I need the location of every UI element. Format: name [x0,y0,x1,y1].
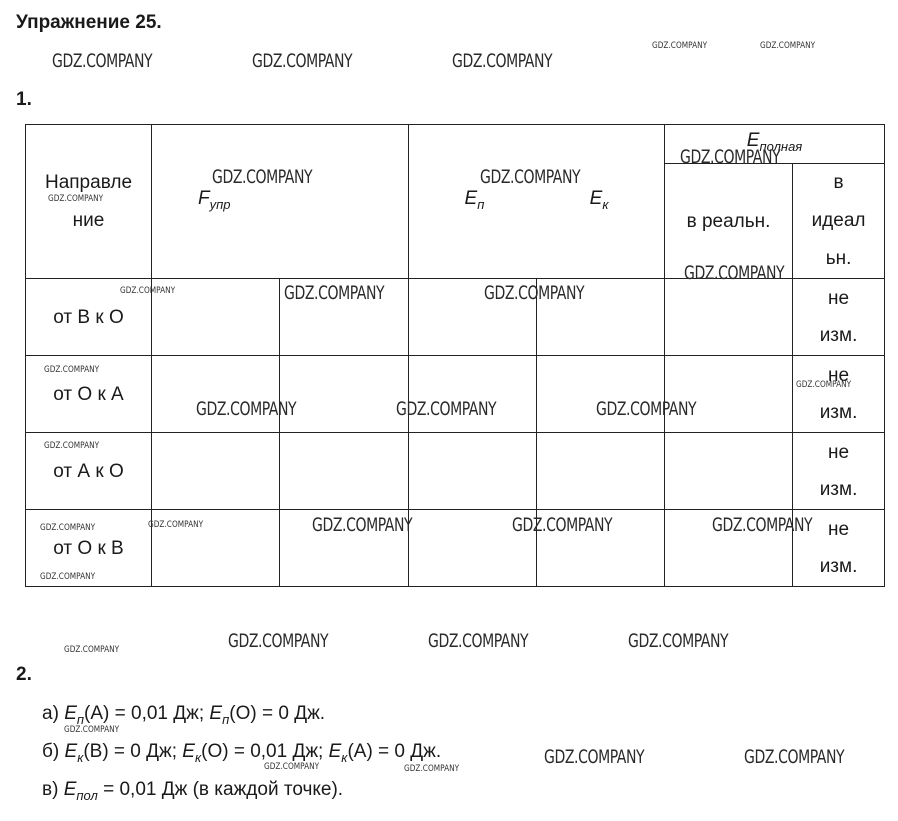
watermark: GDZ.COMPANY [480,166,581,188]
watermark: GDZ.COMPANY [252,50,353,72]
watermark: GDZ.COMPANY [44,365,100,375]
watermark: GDZ.COMPANY [596,398,697,420]
watermark: GDZ.COMPANY [52,50,153,72]
watermark: GDZ.COMPANY [428,630,529,652]
part-2-label: 2. [16,664,32,685]
watermark: GDZ.COMPANY [744,746,845,768]
header-real: в реальн. [665,164,793,279]
watermark: GDZ.COMPANY [48,194,104,204]
header-ep-ek: $E_п$ $E_к$ [409,125,665,279]
watermark: GDZ.COMPANY [544,746,645,768]
row-ideal: не изм. [793,433,885,510]
header-direction: Направле ние [26,125,152,279]
header-f-upr: $F_{упр}$ [152,125,409,279]
row-direction: от О к В [26,510,152,587]
watermark: GDZ.COMPANY [628,630,729,652]
exercise-title: Упражнение 25. [16,12,162,33]
row-direction: от А к О [26,433,152,510]
watermark: GDZ.COMPANY [212,166,313,188]
watermark: GDZ.COMPANY [312,514,413,536]
header-e-total: $E_{полная}$ [665,125,885,164]
watermark: GDZ.COMPANY [284,282,385,304]
watermark: GDZ.COMPANY [196,398,297,420]
watermark: GDZ.COMPANY [512,514,613,536]
row-ideal: не изм. [793,510,885,587]
watermark: GDZ.COMPANY [760,41,816,51]
header-ideal: в идеал ьн. [793,164,885,279]
watermark: GDZ.COMPANY [796,380,852,390]
watermark: GDZ.COMPANY [44,441,100,451]
row-direction: от В к О [26,279,152,356]
answer-a: а) $E_п(А) = 0,01$ Дж; $E_п(О) = 0$ Дж. [42,703,326,727]
row-ideal: не изм. [793,279,885,356]
answer-b: б) $E_к(В) = 0$ Дж; $E_к(О) = 0,01$ Дж; $E_к(А) = 0$ Дж. [42,741,442,765]
watermark: GDZ.COMPANY [64,725,120,735]
watermark: GDZ.COMPANY [228,630,329,652]
watermark: GDZ.COMPANY [452,50,553,72]
row-ideal: не изм. [793,356,885,433]
watermark: GDZ.COMPANY [396,398,497,420]
watermark: GDZ.COMPANY [120,286,176,296]
watermark: GDZ.COMPANY [264,762,320,772]
watermark: GDZ.COMPANY [404,764,460,774]
watermark: GDZ.COMPANY [652,41,708,51]
watermark: GDZ.COMPANY [148,520,204,530]
row-direction: от О к А [26,356,152,433]
watermark: GDZ.COMPANY [40,523,96,533]
watermark: GDZ.COMPANY [712,514,813,536]
watermark: GDZ.COMPANY [64,645,120,655]
watermark: GDZ.COMPANY [680,146,781,168]
watermark: GDZ.COMPANY [484,282,585,304]
watermark: GDZ.COMPANY [684,262,785,284]
part-1-label: 1. [16,89,32,110]
watermark: GDZ.COMPANY [40,572,96,582]
answer-c: в) $E_{пол} = 0,01$ Дж (в каждой точке). [42,779,344,803]
